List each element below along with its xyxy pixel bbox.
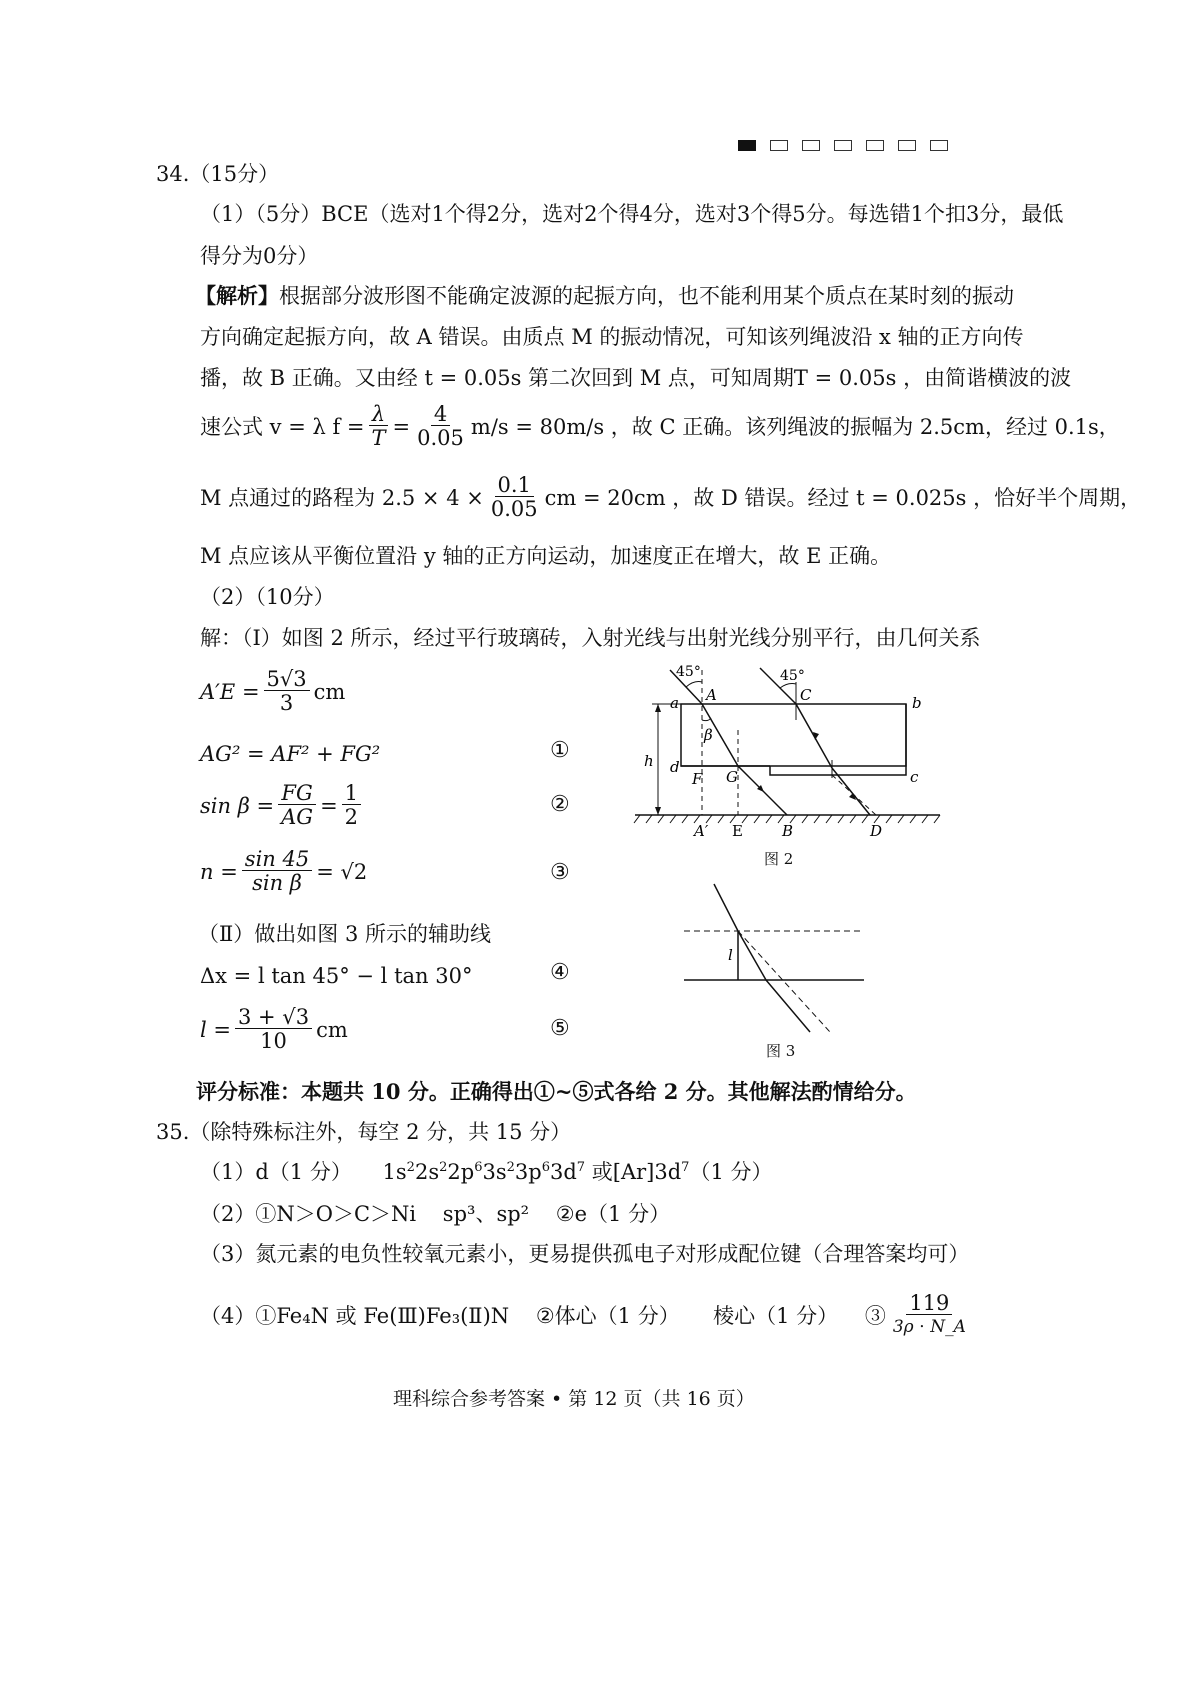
progress-square bbox=[930, 140, 948, 151]
label-b: b bbox=[912, 694, 922, 712]
page-footer: 理科综合参考答案 • 第 12 页（共 16 页） bbox=[393, 1388, 755, 1410]
progress-square bbox=[802, 140, 820, 151]
eq-ae: A′E = $\frac{5√3}{3}$ cm bbox=[200, 667, 346, 715]
q34-header: 34.（15分） bbox=[156, 162, 280, 186]
q34-solution-intro: 解：（Ⅰ）如图 2 所示，经过平行玻璃砖，入射光线与出射光线分别平行，由几何关系 bbox=[200, 626, 981, 650]
incident-ray bbox=[714, 884, 738, 931]
dashed-extension-ray bbox=[738, 931, 830, 1032]
label-h: h bbox=[644, 752, 654, 770]
eq2: sin β = $\frac{FG}{AG}$ = $\frac{1}{2}$ bbox=[200, 782, 365, 829]
figure-3-caption: 图 3 bbox=[766, 1042, 796, 1060]
emergent-ray bbox=[766, 980, 810, 1032]
figure-2-caption: 图 2 bbox=[764, 850, 794, 868]
label-angle-45-right: 45° bbox=[780, 668, 805, 684]
fraction-01-over-005: $\frac{0.1}{0.05}$ bbox=[490, 473, 538, 521]
q34-part1: （1）（5分）BCE（选对1个得2分，选对2个得4分，选对3个得5分。每选错1个扣3分，最低 bbox=[200, 202, 1064, 226]
label-C: C bbox=[800, 686, 812, 704]
q34-analysis-line1: 【解析】根据部分波形图不能确定波源的起振方向，也不能利用某个质点在某时刻的振动 bbox=[195, 283, 1014, 308]
label-F: F bbox=[692, 770, 703, 788]
progress-square bbox=[866, 140, 884, 151]
q34-analysis-line4: 速公式 v = λ f = $\frac{\lambda}{T}$ = $\frac{4}{0.05}$ m/s = 80m/s ，故 C 正确。该列绳波的振幅为 2.5cm，经过 0.1s， bbox=[200, 402, 1120, 450]
label-D: D bbox=[870, 822, 883, 840]
dashed-ray-right bbox=[832, 775, 876, 815]
fraction-3plussqrt3-over-10: $\frac{3 + √3}{10}$ bbox=[235, 1006, 312, 1053]
fraction-4-over-005: $\frac{4}{0.05}$ bbox=[417, 402, 464, 450]
label-beta: β bbox=[704, 726, 713, 744]
eq3-marker: ③ bbox=[550, 860, 570, 885]
eq3: n = $\frac{\sin 45}{\text{sin β}}$ = √2 bbox=[200, 847, 368, 895]
label-d: d bbox=[670, 758, 680, 776]
q35-header: 35.（除特殊标注外，每空 2 分，共 15 分） bbox=[156, 1120, 572, 1144]
eq1-marker: ① bbox=[550, 738, 570, 763]
progress-square bbox=[834, 140, 852, 151]
progress-square-filled bbox=[738, 140, 756, 151]
q34-analysis-line3: 播，故 B 正确。又由经 t = 0.05s 第二次回到 M 点，可知周期T = 0.05s ，由简谐横波的波 bbox=[200, 366, 1072, 390]
fraction-1-over-2: $\frac{1}{2}$ bbox=[342, 782, 361, 829]
q34-analysis-line2: 方向确定起振方向，故 A 错误。由质点 M 的振动情况，可知该列绳波沿 x 轴的正方向传 bbox=[200, 325, 1024, 349]
fraction-lambda-over-t: $\frac{\lambda}{T}$ bbox=[369, 403, 389, 450]
label-B: B bbox=[782, 822, 794, 840]
q35-answer-3: （3）氮元素的电负性较氧元素小，更易提供孤电子对形成配位键（合理答案均可） bbox=[200, 1242, 970, 1266]
q35-answer-1: （1）d（1 分） $1s^22s^22p^63s^23p^63d^7$ 或$[Ar]3d^7(1$ 分） bbox=[200, 1160, 773, 1184]
eq4-marker: ④ bbox=[550, 960, 570, 985]
q34-analysis-line5: M 点通过的路程为 2.5 × 4 × $\frac{0.1}{0.05}$ cm = 20cm ，故 D 错误。经过 t = 0.025s ，恰好半个周期， bbox=[200, 473, 1142, 521]
q35-answer-4: （4）①Fe₄N 或 Fe(Ⅲ)Fe₃(Ⅱ)N ②体心（1 分） 棱心（1 分） ③ $\frac{119}{3\rho \cdot N\_A}$ bbox=[200, 1292, 973, 1339]
refracted-ray bbox=[738, 931, 766, 980]
glass-brick-top bbox=[681, 704, 906, 766]
label-angle-45-left: 45° bbox=[676, 664, 701, 680]
q34-scoring-standard: 评分标准：本题共 10 分。正确得出①~⑤式各给 2 分。其他解法酌情给分。 bbox=[196, 1079, 917, 1104]
figure-3 bbox=[680, 880, 870, 1040]
glass-brick-step bbox=[770, 704, 906, 775]
label-c: c bbox=[910, 768, 919, 786]
q34-part1-cont: 得分为0分） bbox=[200, 244, 319, 268]
label-l: l bbox=[728, 946, 733, 964]
label-A: A bbox=[706, 686, 717, 704]
figure-2 bbox=[630, 660, 950, 870]
fraction-5sqrt3-over-3: $\frac{5√3}{3}$ bbox=[264, 668, 310, 715]
eq4: Δx = l tan 45° − l tan 30° bbox=[200, 964, 473, 988]
fraction-fg-over-ag: $\frac{FG}{AG}$ bbox=[278, 782, 316, 829]
label-a: a bbox=[670, 694, 679, 712]
q35-answer-2: （2）①N＞O＞C＞Ni sp³、sp² ②e（1 分） bbox=[200, 1202, 671, 1226]
label-A-prime: A′ bbox=[694, 822, 709, 840]
fraction-119-over-3rho-na: $\frac{119}{3\rho \cdot N\_A}$ bbox=[892, 1291, 966, 1337]
label-G: G bbox=[726, 768, 738, 786]
eq5-marker: ⑤ bbox=[550, 1016, 570, 1041]
fraction-sin45-over-sinbeta: $\frac{\sin 45}{\text{sin β}}$ bbox=[242, 848, 312, 895]
progress-square bbox=[898, 140, 916, 151]
q34-part2: （2）（10分） bbox=[200, 585, 335, 609]
q34-analysis-line6: M 点应该从平衡位置沿 y 轴的正方向运动，加速度正在增大，故 E 正确。 bbox=[200, 544, 892, 568]
analysis-tag: 【解析】 bbox=[195, 283, 279, 308]
q34-part2-intro: （Ⅱ）做出如图 3 所示的辅助线 bbox=[198, 922, 491, 946]
eq5: l = $\frac{3 + √3}{10}$ cm bbox=[200, 1005, 348, 1053]
eq1: AG² = AF² + FG² bbox=[200, 742, 381, 766]
progress-square bbox=[770, 140, 788, 151]
eq2-marker: ② bbox=[550, 792, 570, 817]
label-E: E bbox=[732, 822, 743, 840]
